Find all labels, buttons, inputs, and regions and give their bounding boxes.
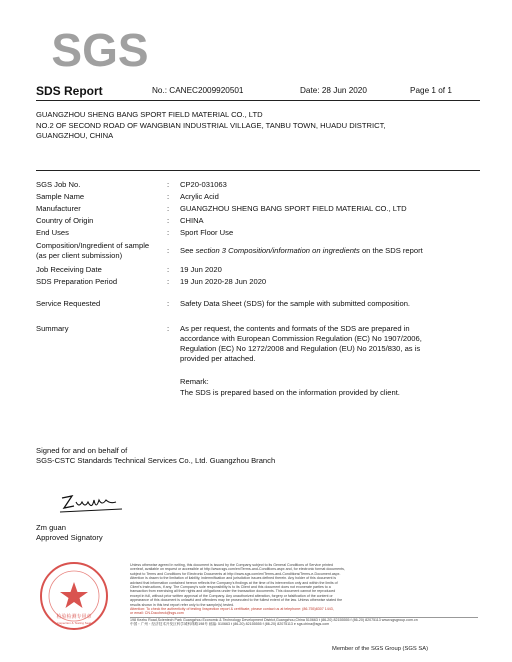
company-address-line1: NO.2 OF SECOND ROAD OF WANGBIAN INDUSTRIAL VILLAGE, TANBU TOWN, HUADU DISTRICT, [36,121,386,130]
field-label: SGS Job No. [36,180,81,189]
seal-text: 检验检测专用章 [56,614,92,620]
remark-label: Remark: [180,377,209,386]
composition-sublabel: (as per client submission) [36,251,123,260]
service-value: Safety Data Sheet (SDS) for the sample with submitted composition. [180,299,411,308]
company-address-line2: GUANGZHOU, CHINA [36,131,114,140]
summary-line: As per request, the contents and formats of the SDS are prepared in [180,324,410,333]
page-indicator: Page 1 of 1 [410,86,452,95]
field-colon: : [167,216,170,225]
field-colon: : [167,192,170,201]
field-value-country: CHINA [180,216,204,225]
signature-image [56,490,132,517]
fine-print-line: except in full, without prior written approval of the Company. Any unauthorized alteration, forgery or falsification of the content or [130,593,333,598]
footer-membership: Member of the SGS Group (SGS SA) [332,646,429,652]
fine-print-line: Attention is drawn to the limitation of liability, indemnification and jurisdiction issues defined therein. Any holder of this document is [130,576,337,581]
field-colon: : [167,324,170,333]
summary-line: Regulation (EC) No 1272/2008 and Regulation (EU) No 2015/830, as is [180,344,421,353]
signoff-line2: SGS-CSTC Standards Technical Services Co., Ltd. Guangzhou Branch [36,456,276,465]
attention-email: or email: CN.Doccheck@sgs.com [130,611,184,616]
address-cn: 中国・广州・经济技术开发区科学城科珠路198号 邮编: 510663 t (86-20) 82155555 f (86-20) 82075113 e sgs.china@sgs.com [130,622,330,627]
fine-print-line: Unless otherwise agreed in writing, this document is issued by the Company subject to its General Conditions of Service printed [130,563,333,567]
field-value-manufacturer: GUANGZHOU SHENG BANG SPORT FIELD MATERIAL CO., LTD [180,204,407,213]
fine-print-line: overleaf, available on request or accessible at http://www.sgs.com/en/Terms-and-Conditions.aspx and, for electronic format documents, [130,567,345,572]
report-date: Date: 28 Jun 2020 [300,86,367,95]
fine-print-line: transaction from exercising all their rights and obligations under the transaction documents. This document cannot be reproduced [130,589,336,594]
sgs-logo [51,20,149,76]
fine-print [130,563,478,627]
composition-italic: section 3 Composition/information on ingredients [195,246,360,255]
field-colon: : [167,228,170,237]
field-label: End Uses [36,228,69,237]
section-rule [36,170,480,171]
composition-post: on the SDS report [359,246,423,255]
field-colon: : [167,246,170,255]
field-value-preparation-period: 19 Jun 2020-28 Jun 2020 [180,277,267,286]
field-value-sample-name: Acrylic Acid [180,192,219,201]
sgs-logo-text: SGS [51,24,149,76]
attention-line: Attention: To check the authenticity of testing /inspection report & certificate, please contact us at telephone: (86-755)8307 1443, [130,607,334,612]
remark-text: The SDS is prepared based on the information provided by client. [180,388,400,397]
field-label: Sample Name [36,192,85,201]
field-value-end-uses: Sport Floor Use [180,228,234,237]
star-icon [60,582,88,608]
summary-line: accordance with European Commission Regulation (EC) No 1907/2006, [180,334,422,343]
fine-print-line: advised that information contained hereon reflects the Company's findings at the time of its intervention only and within the limits of [130,580,338,585]
signatory-role: Approved Signatory [36,533,103,542]
field-value-job-no: CP20-031063 [180,180,227,189]
seal-subtext: Inspection & Testing Seal [57,621,91,625]
company-name: GUANGZHOU SHENG BANG SPORT FIELD MATERIAL CO., LTD [36,110,263,119]
service-label: Service Requested [36,299,101,308]
fine-print-line: appearance of this document is unlawful and offenders may be prosecuted to the fullest extent of the law. Unless otherwise stated the [130,598,343,603]
field-colon: : [167,277,170,286]
signoff-line1: Signed for and on behalf of [36,446,128,455]
field-colon: : [167,204,170,213]
field-label: Manufacturer [36,204,81,213]
composition-label: Composition/Ingredient of sample [36,241,150,250]
composition-pre: See [180,246,196,255]
signatory-name: Zm guan [36,523,66,532]
fine-print-line: subject to Terms and Conditions for Electronic Documents at http://www.sgs.com/en/Terms-and-Conditions/Terms-e-Document.aspx. [130,571,341,576]
report-number: No.: CANEC2009920501 [152,86,244,95]
header-rule [36,100,480,101]
field-colon: : [167,180,170,189]
report-title: SDS Report [36,84,103,98]
inspection-seal [38,560,110,632]
signature-text: Zmguan [128,516,132,517]
composition-value [180,246,480,256]
summary-label: Summary [36,324,69,333]
field-colon: : [167,299,170,308]
address-en: 198 Kezhu Road,Scientech Park Guangzhou Economic & Technology Development District,Guangzhou,China 510663 t (86-20) 82155555 f (86-20) 82075113 www.sgsgroup.com.cn [130,617,478,622]
fine-print-line: Client's instructions, if any. The Company's sole responsibility is to its Client and this document does not exonerate parties to a [130,585,331,590]
field-value-receiving-date: 19 Jun 2020 [180,265,222,274]
field-label: Country of Origin [36,216,94,225]
field-label: Job Receiving Date [36,265,102,274]
fine-print-line: results shown in this test report refer only to the sample(s) tested. [130,602,235,607]
field-label: SDS Preparation Period [36,277,118,286]
summary-line: provided per attached. [180,354,256,363]
field-colon: : [167,265,170,274]
